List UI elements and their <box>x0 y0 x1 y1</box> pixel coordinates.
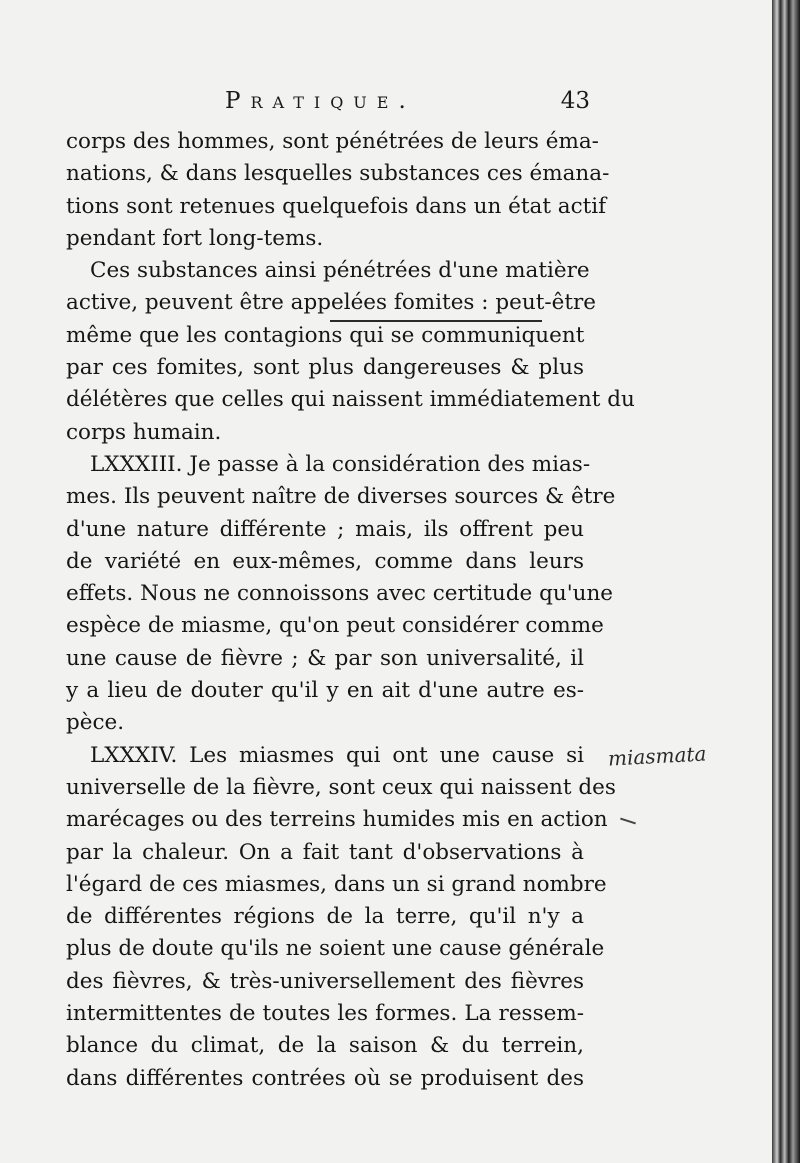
text-line: une cause de fièvre ; & par son universalité, il <box>66 645 584 671</box>
text-line: corps humain. <box>66 419 222 445</box>
text-line: blance du climat, de la saison & du terrein, <box>66 1033 584 1059</box>
book-spine <box>772 0 800 1163</box>
page-header <box>60 88 590 128</box>
handwritten-margin-note: miasmata <box>607 741 707 771</box>
text-line: plus de doute qu'ils ne soient une cause générale <box>66 936 605 962</box>
text-line: des fièvres, & très-universellement des fièvres <box>66 968 584 994</box>
text-line: dans différentes contrées où se produisent des <box>66 1065 584 1091</box>
text-line: pèce. <box>66 710 125 736</box>
text-line: même que les contagions qui se communiquent <box>66 322 585 348</box>
pencil-mark <box>620 818 636 825</box>
text-line: nations, & dans lesquelles substances ces émana- <box>66 161 610 187</box>
body-text <box>66 126 635 1095</box>
text-line: délétères que celles qui naissent immédiatement du <box>66 387 635 413</box>
text-line: mes. Ils peuvent naître de diverses sources & être <box>66 484 616 510</box>
text-line: de variété en eux-mêmes, comme dans leurs <box>66 548 584 574</box>
running-title: Pratique. <box>225 88 416 114</box>
text-line: active, peuvent être appelées fomites : peut-être <box>66 290 596 316</box>
text-line: par ces fomites, sont plus dangereuses & plus <box>66 355 584 381</box>
text-line: y a lieu de douter qu'il y en ait d'une autre es- <box>66 678 584 704</box>
text-line: tions sont retenues quelquefois dans un état actif <box>66 193 607 219</box>
text-line: de différentes régions de la terre, qu'il n'y a <box>66 904 584 930</box>
text-line: marécages ou des terreins humides mis en action <box>66 807 608 833</box>
handwritten-underline <box>330 320 542 322</box>
text-line: Ces substances ainsi pénétrées d'une matière <box>90 258 590 284</box>
text-line: LXXXIII. Je passe à la considération des mias- <box>90 451 591 477</box>
text-line: par la chaleur. On a fait tant d'observations à <box>66 839 584 865</box>
text-line: espèce de miasme, qu'on peut considérer comme <box>66 613 604 639</box>
text-line: effets. Nous ne connoissons avec certitude qu'une <box>66 581 614 607</box>
text-line: pendant fort long-tems. <box>66 225 324 251</box>
text-line: d'une nature différente ; mais, ils offrent peu <box>66 516 584 542</box>
text-line: intermittentes de toutes les formes. La ressem- <box>66 1001 584 1027</box>
text-line: corps des hommes, sont pénétrées de leurs éma- <box>66 129 599 154</box>
page-number: 43 <box>560 88 590 114</box>
text-line: universelle de la fièvre, sont ceux qui naissent des <box>66 774 616 800</box>
text-line: l'égard de ces miasmes, dans un si grand nombre <box>66 871 607 897</box>
text-line: LXXXIV. Les miasmes qui ont une cause si <box>90 742 584 768</box>
